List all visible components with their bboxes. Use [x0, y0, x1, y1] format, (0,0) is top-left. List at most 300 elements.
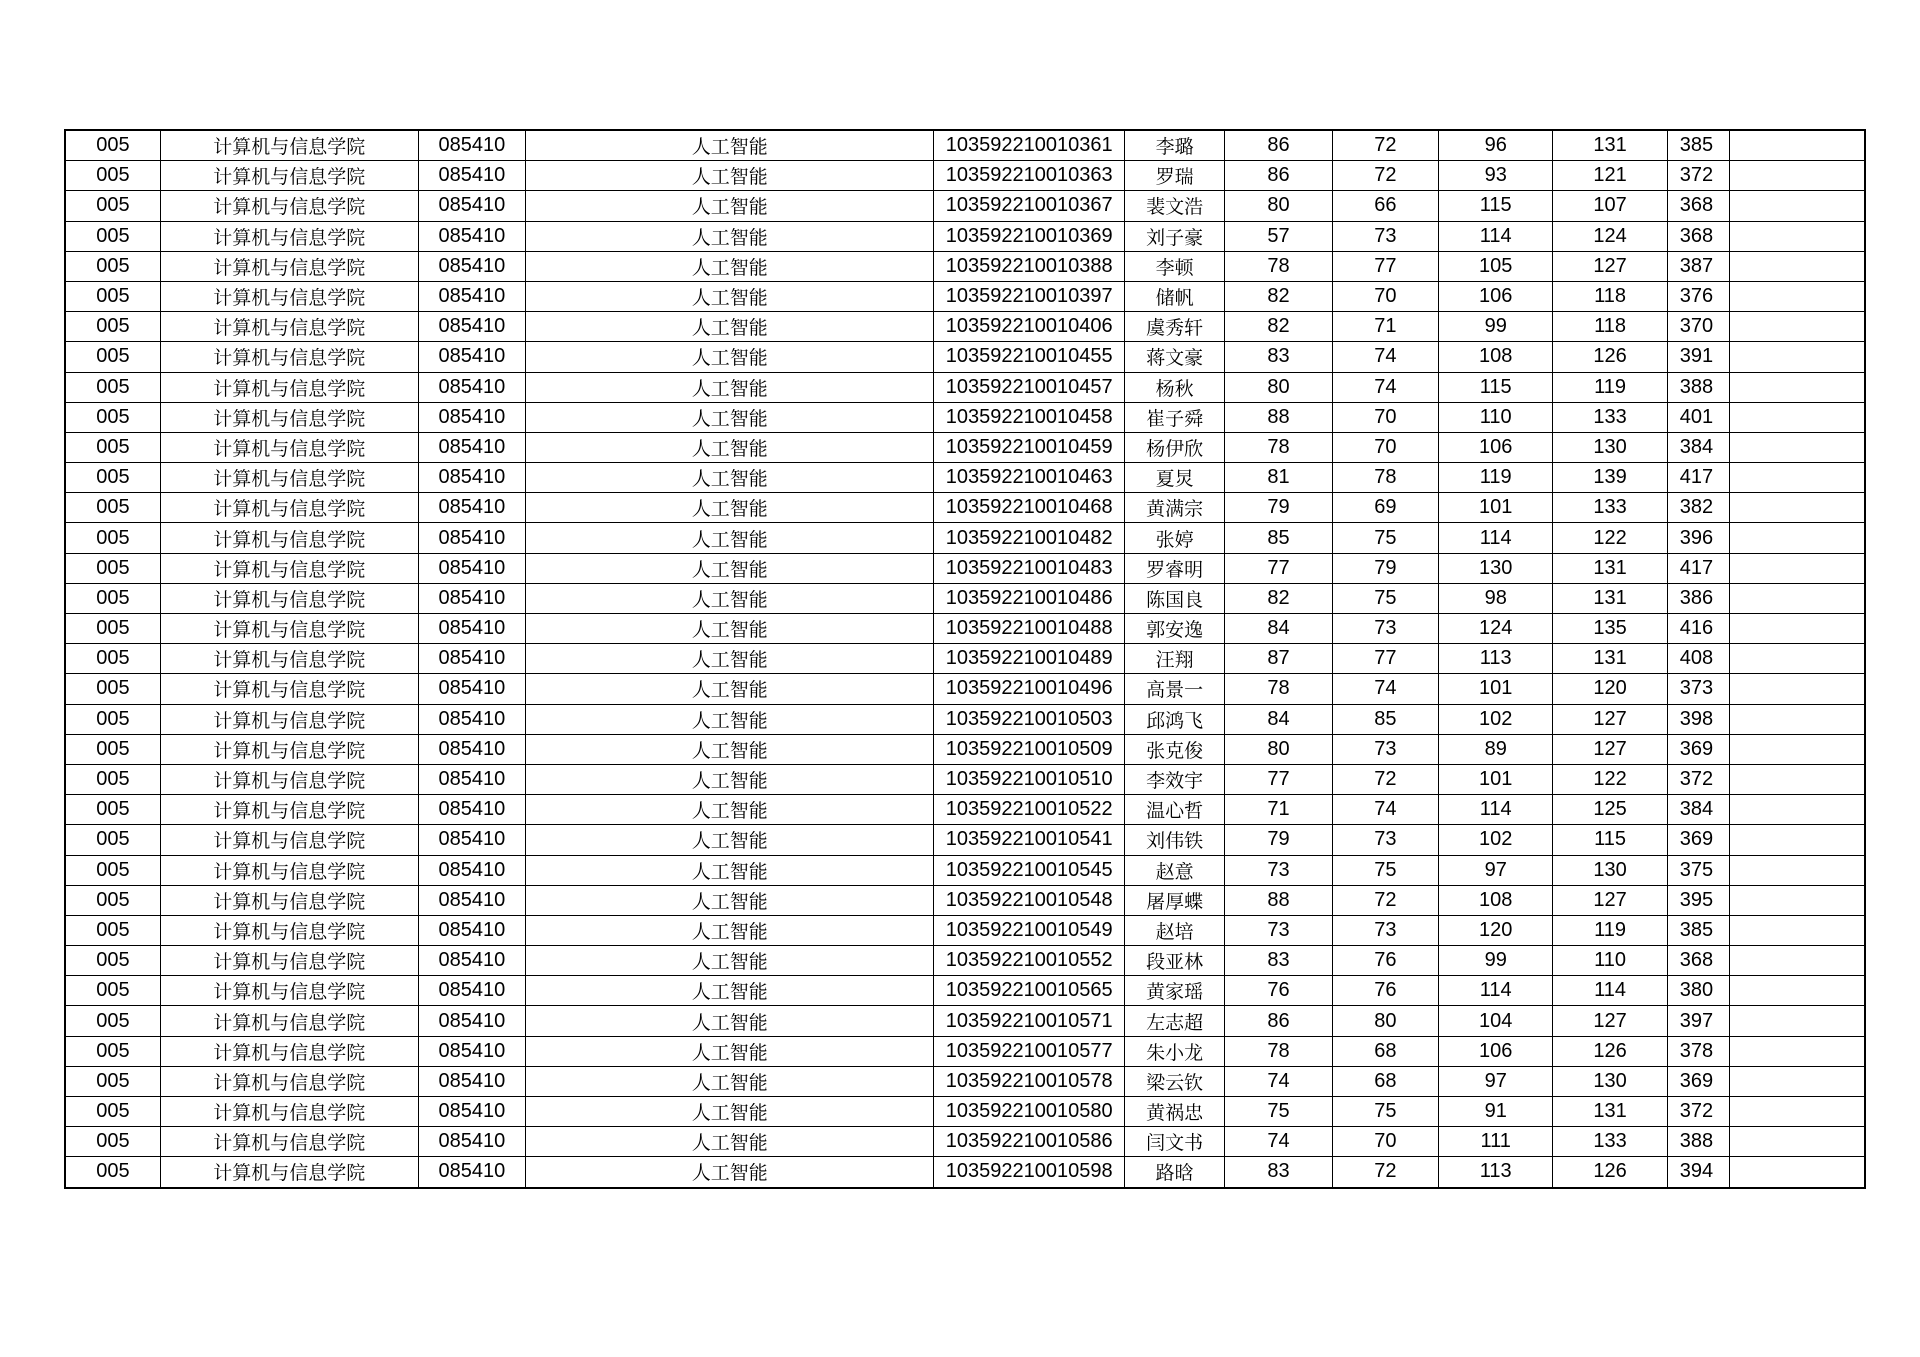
- cell-remark: [1729, 130, 1865, 161]
- cell-exam-id: 103592210010388: [934, 251, 1125, 281]
- cell-score-subject2: 131: [1553, 583, 1667, 613]
- cell-unit-code: 005: [65, 1127, 160, 1157]
- cell-major-name: 人工智能: [526, 855, 934, 885]
- cell-student-name: 李效宇: [1125, 764, 1225, 794]
- cell-score-english: 72: [1332, 1157, 1438, 1188]
- cell-remark: [1729, 281, 1865, 311]
- cell-score-english: 74: [1332, 795, 1438, 825]
- cell-major-code: 085410: [418, 161, 525, 191]
- cell-score-english: 72: [1332, 764, 1438, 794]
- cell-score-politics: 80: [1225, 191, 1332, 221]
- cell-score-politics: 76: [1225, 976, 1332, 1006]
- cell-total-score: 369: [1667, 825, 1729, 855]
- cell-exam-id: 103592210010578: [934, 1066, 1125, 1096]
- cell-score-english: 72: [1332, 161, 1438, 191]
- cell-total-score: 368: [1667, 946, 1729, 976]
- cell-score-politics: 84: [1225, 704, 1332, 734]
- cell-score-subject1: 102: [1439, 704, 1553, 734]
- cell-score-subject1: 130: [1439, 553, 1553, 583]
- cell-score-english: 66: [1332, 191, 1438, 221]
- cell-score-politics: 86: [1225, 130, 1332, 161]
- cell-score-subject1: 102: [1439, 825, 1553, 855]
- cell-remark: [1729, 342, 1865, 372]
- cell-total-score: 385: [1667, 130, 1729, 161]
- cell-major-name: 人工智能: [526, 372, 934, 402]
- cell-unit-code: 005: [65, 583, 160, 613]
- cell-student-name: 刘伟铁: [1125, 825, 1225, 855]
- cell-unit-code: 005: [65, 493, 160, 523]
- cell-remark: [1729, 674, 1865, 704]
- cell-exam-id: 103592210010369: [934, 221, 1125, 251]
- cell-score-subject2: 114: [1553, 976, 1667, 1006]
- cell-exam-id: 103592210010488: [934, 614, 1125, 644]
- cell-college-name: 计算机与信息学院: [160, 191, 418, 221]
- cell-remark: [1729, 1006, 1865, 1036]
- cell-college-name: 计算机与信息学院: [160, 614, 418, 644]
- cell-college-name: 计算机与信息学院: [160, 976, 418, 1006]
- cell-score-english: 74: [1332, 674, 1438, 704]
- cell-major-code: 085410: [418, 885, 525, 915]
- cell-unit-code: 005: [65, 946, 160, 976]
- table-row: [65, 1066, 1865, 1096]
- cell-score-english: 75: [1332, 583, 1438, 613]
- cell-remark: [1729, 463, 1865, 493]
- cell-unit-code: 005: [65, 855, 160, 885]
- cell-exam-id: 103592210010549: [934, 915, 1125, 945]
- table-row: [65, 221, 1865, 251]
- cell-score-politics: 84: [1225, 614, 1332, 644]
- cell-score-subject2: 131: [1553, 130, 1667, 161]
- cell-exam-id: 103592210010545: [934, 855, 1125, 885]
- cell-unit-code: 005: [65, 130, 160, 161]
- cell-major-code: 085410: [418, 130, 525, 161]
- cell-major-code: 085410: [418, 915, 525, 945]
- cell-total-score: 369: [1667, 1066, 1729, 1096]
- cell-major-code: 085410: [418, 583, 525, 613]
- cell-score-english: 75: [1332, 523, 1438, 553]
- cell-student-name: 赵培: [1125, 915, 1225, 945]
- cell-score-subject1: 106: [1439, 432, 1553, 462]
- cell-score-subject2: 119: [1553, 372, 1667, 402]
- cell-score-subject1: 101: [1439, 493, 1553, 523]
- cell-score-subject1: 97: [1439, 855, 1553, 885]
- cell-score-english: 70: [1332, 1127, 1438, 1157]
- cell-score-politics: 77: [1225, 764, 1332, 794]
- cell-remark: [1729, 312, 1865, 342]
- table-row: [65, 1157, 1865, 1188]
- cell-student-name: 温心哲: [1125, 795, 1225, 825]
- cell-major-code: 085410: [418, 614, 525, 644]
- cell-major-name: 人工智能: [526, 946, 934, 976]
- cell-score-subject2: 126: [1553, 1157, 1667, 1188]
- cell-score-english: 71: [1332, 312, 1438, 342]
- cell-college-name: 计算机与信息学院: [160, 1036, 418, 1066]
- cell-score-subject1: 91: [1439, 1097, 1553, 1127]
- cell-remark: [1729, 553, 1865, 583]
- cell-score-subject1: 99: [1439, 312, 1553, 342]
- table-row: [65, 281, 1865, 311]
- cell-score-subject1: 108: [1439, 885, 1553, 915]
- cell-exam-id: 103592210010552: [934, 946, 1125, 976]
- cell-college-name: 计算机与信息学院: [160, 946, 418, 976]
- cell-score-english: 77: [1332, 251, 1438, 281]
- cell-remark: [1729, 251, 1865, 281]
- cell-remark: [1729, 946, 1865, 976]
- cell-unit-code: 005: [65, 553, 160, 583]
- cell-total-score: 395: [1667, 885, 1729, 915]
- cell-score-subject1: 111: [1439, 1127, 1553, 1157]
- cell-student-name: 黄家瑶: [1125, 976, 1225, 1006]
- cell-unit-code: 005: [65, 674, 160, 704]
- cell-unit-code: 005: [65, 432, 160, 462]
- cell-score-politics: 87: [1225, 644, 1332, 674]
- cell-score-english: 73: [1332, 734, 1438, 764]
- cell-score-politics: 79: [1225, 825, 1332, 855]
- cell-major-name: 人工智能: [526, 402, 934, 432]
- cell-score-politics: 74: [1225, 1127, 1332, 1157]
- cell-student-name: 李璐: [1125, 130, 1225, 161]
- table-row: [65, 1097, 1865, 1127]
- cell-score-politics: 88: [1225, 885, 1332, 915]
- cell-major-code: 085410: [418, 281, 525, 311]
- table-row: [65, 161, 1865, 191]
- cell-major-code: 085410: [418, 674, 525, 704]
- cell-score-politics: 77: [1225, 553, 1332, 583]
- table-row: [65, 614, 1865, 644]
- cell-major-code: 085410: [418, 795, 525, 825]
- cell-student-name: 张克俊: [1125, 734, 1225, 764]
- cell-exam-id: 103592210010483: [934, 553, 1125, 583]
- cell-score-subject2: 127: [1553, 704, 1667, 734]
- cell-major-name: 人工智能: [526, 795, 934, 825]
- cell-student-name: 左志超: [1125, 1006, 1225, 1036]
- cell-score-subject1: 96: [1439, 130, 1553, 161]
- cell-major-code: 085410: [418, 372, 525, 402]
- cell-student-name: 屠厚蝶: [1125, 885, 1225, 915]
- cell-score-politics: 80: [1225, 734, 1332, 764]
- cell-student-name: 虞秀轩: [1125, 312, 1225, 342]
- cell-unit-code: 005: [65, 976, 160, 1006]
- cell-college-name: 计算机与信息学院: [160, 915, 418, 945]
- cell-major-name: 人工智能: [526, 1157, 934, 1188]
- cell-score-politics: 86: [1225, 161, 1332, 191]
- table-row: [65, 764, 1865, 794]
- cell-total-score: 401: [1667, 402, 1729, 432]
- cell-exam-id: 103592210010458: [934, 402, 1125, 432]
- table-row: [65, 674, 1865, 704]
- cell-score-english: 69: [1332, 493, 1438, 523]
- cell-remark: [1729, 493, 1865, 523]
- table-row: [65, 734, 1865, 764]
- cell-score-subject1: 110: [1439, 402, 1553, 432]
- cell-exam-id: 103592210010367: [934, 191, 1125, 221]
- cell-unit-code: 005: [65, 1036, 160, 1066]
- cell-major-name: 人工智能: [526, 251, 934, 281]
- cell-score-subject1: 114: [1439, 523, 1553, 553]
- cell-college-name: 计算机与信息学院: [160, 342, 418, 372]
- cell-score-english: 68: [1332, 1036, 1438, 1066]
- table-row: [65, 825, 1865, 855]
- cell-major-code: 085410: [418, 1157, 525, 1188]
- cell-total-score: 369: [1667, 734, 1729, 764]
- cell-score-subject2: 135: [1553, 614, 1667, 644]
- cell-exam-id: 103592210010503: [934, 704, 1125, 734]
- cell-score-politics: 83: [1225, 946, 1332, 976]
- cell-score-subject1: 89: [1439, 734, 1553, 764]
- cell-major-code: 085410: [418, 644, 525, 674]
- cell-student-name: 刘子豪: [1125, 221, 1225, 251]
- cell-score-politics: 82: [1225, 312, 1332, 342]
- cell-student-name: 张婷: [1125, 523, 1225, 553]
- cell-score-politics: 80: [1225, 372, 1332, 402]
- cell-score-subject1: 97: [1439, 1066, 1553, 1096]
- cell-exam-id: 103592210010482: [934, 523, 1125, 553]
- table-row: [65, 976, 1865, 1006]
- cell-total-score: 380: [1667, 976, 1729, 1006]
- cell-major-code: 085410: [418, 1097, 525, 1127]
- cell-score-subject1: 104: [1439, 1006, 1553, 1036]
- cell-score-politics: 74: [1225, 1066, 1332, 1096]
- cell-total-score: 388: [1667, 1127, 1729, 1157]
- cell-score-subject2: 118: [1553, 312, 1667, 342]
- cell-score-subject2: 133: [1553, 493, 1667, 523]
- cell-score-politics: 83: [1225, 1157, 1332, 1188]
- cell-exam-id: 103592210010486: [934, 583, 1125, 613]
- cell-score-english: 73: [1332, 221, 1438, 251]
- cell-student-name: 罗睿明: [1125, 553, 1225, 583]
- cell-major-name: 人工智能: [526, 221, 934, 251]
- cell-major-name: 人工智能: [526, 463, 934, 493]
- cell-student-name: 闫文书: [1125, 1127, 1225, 1157]
- cell-unit-code: 005: [65, 251, 160, 281]
- cell-total-score: 386: [1667, 583, 1729, 613]
- cell-student-name: 黄祸忠: [1125, 1097, 1225, 1127]
- cell-student-name: 裴文浩: [1125, 191, 1225, 221]
- cell-remark: [1729, 915, 1865, 945]
- cell-total-score: 368: [1667, 221, 1729, 251]
- cell-remark: [1729, 614, 1865, 644]
- cell-exam-id: 103592210010459: [934, 432, 1125, 462]
- cell-remark: [1729, 734, 1865, 764]
- cell-score-politics: 82: [1225, 583, 1332, 613]
- cell-score-subject2: 130: [1553, 855, 1667, 885]
- cell-college-name: 计算机与信息学院: [160, 161, 418, 191]
- cell-student-name: 夏炅: [1125, 463, 1225, 493]
- cell-major-code: 085410: [418, 704, 525, 734]
- cell-exam-id: 103592210010468: [934, 493, 1125, 523]
- cell-score-subject1: 120: [1439, 915, 1553, 945]
- cell-score-politics: 81: [1225, 463, 1332, 493]
- cell-score-politics: 86: [1225, 1006, 1332, 1036]
- cell-major-name: 人工智能: [526, 1006, 934, 1036]
- cell-exam-id: 103592210010406: [934, 312, 1125, 342]
- cell-major-name: 人工智能: [526, 915, 934, 945]
- cell-score-subject2: 110: [1553, 946, 1667, 976]
- cell-student-name: 杨秋: [1125, 372, 1225, 402]
- cell-major-code: 085410: [418, 342, 525, 372]
- cell-remark: [1729, 855, 1865, 885]
- table-row: [65, 885, 1865, 915]
- cell-total-score: 372: [1667, 764, 1729, 794]
- cell-major-code: 085410: [418, 251, 525, 281]
- cell-major-code: 085410: [418, 1127, 525, 1157]
- cell-score-subject1: 114: [1439, 221, 1553, 251]
- table-row: [65, 1006, 1865, 1036]
- cell-score-politics: 71: [1225, 795, 1332, 825]
- cell-score-subject1: 98: [1439, 583, 1553, 613]
- cell-college-name: 计算机与信息学院: [160, 402, 418, 432]
- cell-major-code: 085410: [418, 1066, 525, 1096]
- cell-score-english: 75: [1332, 1097, 1438, 1127]
- cell-student-name: 蒋文豪: [1125, 342, 1225, 372]
- cell-major-name: 人工智能: [526, 734, 934, 764]
- cell-college-name: 计算机与信息学院: [160, 463, 418, 493]
- cell-college-name: 计算机与信息学院: [160, 795, 418, 825]
- cell-unit-code: 005: [65, 523, 160, 553]
- cell-college-name: 计算机与信息学院: [160, 312, 418, 342]
- cell-score-subject2: 107: [1553, 191, 1667, 221]
- cell-student-name: 汪翔: [1125, 644, 1225, 674]
- cell-score-subject2: 139: [1553, 463, 1667, 493]
- cell-score-subject1: 99: [1439, 946, 1553, 976]
- cell-total-score: 384: [1667, 432, 1729, 462]
- table-row: [65, 402, 1865, 432]
- cell-exam-id: 103592210010489: [934, 644, 1125, 674]
- cell-college-name: 计算机与信息学院: [160, 553, 418, 583]
- cell-student-name: 赵意: [1125, 855, 1225, 885]
- cell-college-name: 计算机与信息学院: [160, 281, 418, 311]
- cell-score-subject1: 93: [1439, 161, 1553, 191]
- cell-major-name: 人工智能: [526, 976, 934, 1006]
- cell-score-english: 70: [1332, 432, 1438, 462]
- cell-remark: [1729, 644, 1865, 674]
- cell-score-politics: 73: [1225, 915, 1332, 945]
- cell-score-subject2: 122: [1553, 764, 1667, 794]
- cell-score-subject1: 115: [1439, 191, 1553, 221]
- table-row: [65, 1036, 1865, 1066]
- cell-major-code: 085410: [418, 493, 525, 523]
- cell-major-code: 085410: [418, 221, 525, 251]
- cell-score-english: 75: [1332, 855, 1438, 885]
- table-row: [65, 644, 1865, 674]
- cell-score-subject2: 126: [1553, 342, 1667, 372]
- cell-score-politics: 78: [1225, 674, 1332, 704]
- cell-score-politics: 88: [1225, 402, 1332, 432]
- cell-college-name: 计算机与信息学院: [160, 1157, 418, 1188]
- cell-major-name: 人工智能: [526, 764, 934, 794]
- cell-college-name: 计算机与信息学院: [160, 251, 418, 281]
- table-row: [65, 463, 1865, 493]
- cell-exam-id: 103592210010363: [934, 161, 1125, 191]
- cell-major-name: 人工智能: [526, 1066, 934, 1096]
- cell-college-name: 计算机与信息学院: [160, 432, 418, 462]
- cell-major-name: 人工智能: [526, 1036, 934, 1066]
- cell-unit-code: 005: [65, 915, 160, 945]
- cell-score-subject1: 113: [1439, 1157, 1553, 1188]
- cell-score-subject1: 115: [1439, 372, 1553, 402]
- cell-score-english: 73: [1332, 915, 1438, 945]
- cell-score-english: 74: [1332, 342, 1438, 372]
- cell-unit-code: 005: [65, 1097, 160, 1127]
- cell-remark: [1729, 161, 1865, 191]
- cell-total-score: 378: [1667, 1036, 1729, 1066]
- cell-total-score: 385: [1667, 915, 1729, 945]
- cell-major-name: 人工智能: [526, 312, 934, 342]
- score-table: [64, 129, 1866, 1189]
- cell-major-code: 085410: [418, 402, 525, 432]
- cell-score-subject1: 108: [1439, 342, 1553, 372]
- cell-score-english: 73: [1332, 825, 1438, 855]
- cell-score-subject1: 114: [1439, 976, 1553, 1006]
- cell-major-code: 085410: [418, 1006, 525, 1036]
- cell-unit-code: 005: [65, 644, 160, 674]
- cell-exam-id: 103592210010510: [934, 764, 1125, 794]
- cell-major-name: 人工智能: [526, 553, 934, 583]
- cell-student-name: 李顿: [1125, 251, 1225, 281]
- cell-remark: [1729, 1157, 1865, 1188]
- cell-total-score: 384: [1667, 795, 1729, 825]
- cell-exam-id: 103592210010455: [934, 342, 1125, 372]
- table-row: [65, 553, 1865, 583]
- table-row: [65, 1127, 1865, 1157]
- cell-total-score: 391: [1667, 342, 1729, 372]
- cell-student-name: 郭安逸: [1125, 614, 1225, 644]
- cell-total-score: 394: [1667, 1157, 1729, 1188]
- cell-college-name: 计算机与信息学院: [160, 1066, 418, 1096]
- cell-score-subject2: 122: [1553, 523, 1667, 553]
- cell-total-score: 368: [1667, 191, 1729, 221]
- cell-college-name: 计算机与信息学院: [160, 704, 418, 734]
- cell-unit-code: 005: [65, 734, 160, 764]
- table-body: [65, 130, 1865, 1188]
- cell-exam-id: 103592210010463: [934, 463, 1125, 493]
- cell-score-english: 85: [1332, 704, 1438, 734]
- cell-major-code: 085410: [418, 432, 525, 462]
- cell-unit-code: 005: [65, 795, 160, 825]
- cell-remark: [1729, 976, 1865, 1006]
- cell-exam-id: 103592210010571: [934, 1006, 1125, 1036]
- cell-college-name: 计算机与信息学院: [160, 825, 418, 855]
- cell-college-name: 计算机与信息学院: [160, 1127, 418, 1157]
- cell-major-name: 人工智能: [526, 523, 934, 553]
- cell-unit-code: 005: [65, 1066, 160, 1096]
- cell-score-subject2: 124: [1553, 221, 1667, 251]
- cell-major-name: 人工智能: [526, 614, 934, 644]
- cell-score-subject1: 119: [1439, 463, 1553, 493]
- cell-major-name: 人工智能: [526, 191, 934, 221]
- cell-major-name: 人工智能: [526, 342, 934, 372]
- cell-score-subject2: 127: [1553, 1006, 1667, 1036]
- cell-score-subject1: 101: [1439, 764, 1553, 794]
- cell-score-politics: 78: [1225, 251, 1332, 281]
- cell-score-subject1: 124: [1439, 614, 1553, 644]
- cell-exam-id: 103592210010565: [934, 976, 1125, 1006]
- table-row: [65, 946, 1865, 976]
- cell-remark: [1729, 191, 1865, 221]
- cell-remark: [1729, 825, 1865, 855]
- table-row: [65, 915, 1865, 945]
- cell-exam-id: 103592210010457: [934, 372, 1125, 402]
- cell-total-score: 376: [1667, 281, 1729, 311]
- cell-total-score: 388: [1667, 372, 1729, 402]
- cell-unit-code: 005: [65, 1157, 160, 1188]
- cell-major-code: 085410: [418, 764, 525, 794]
- cell-remark: [1729, 372, 1865, 402]
- cell-major-name: 人工智能: [526, 161, 934, 191]
- cell-major-name: 人工智能: [526, 644, 934, 674]
- cell-major-code: 085410: [418, 1036, 525, 1066]
- cell-student-name: 罗瑞: [1125, 161, 1225, 191]
